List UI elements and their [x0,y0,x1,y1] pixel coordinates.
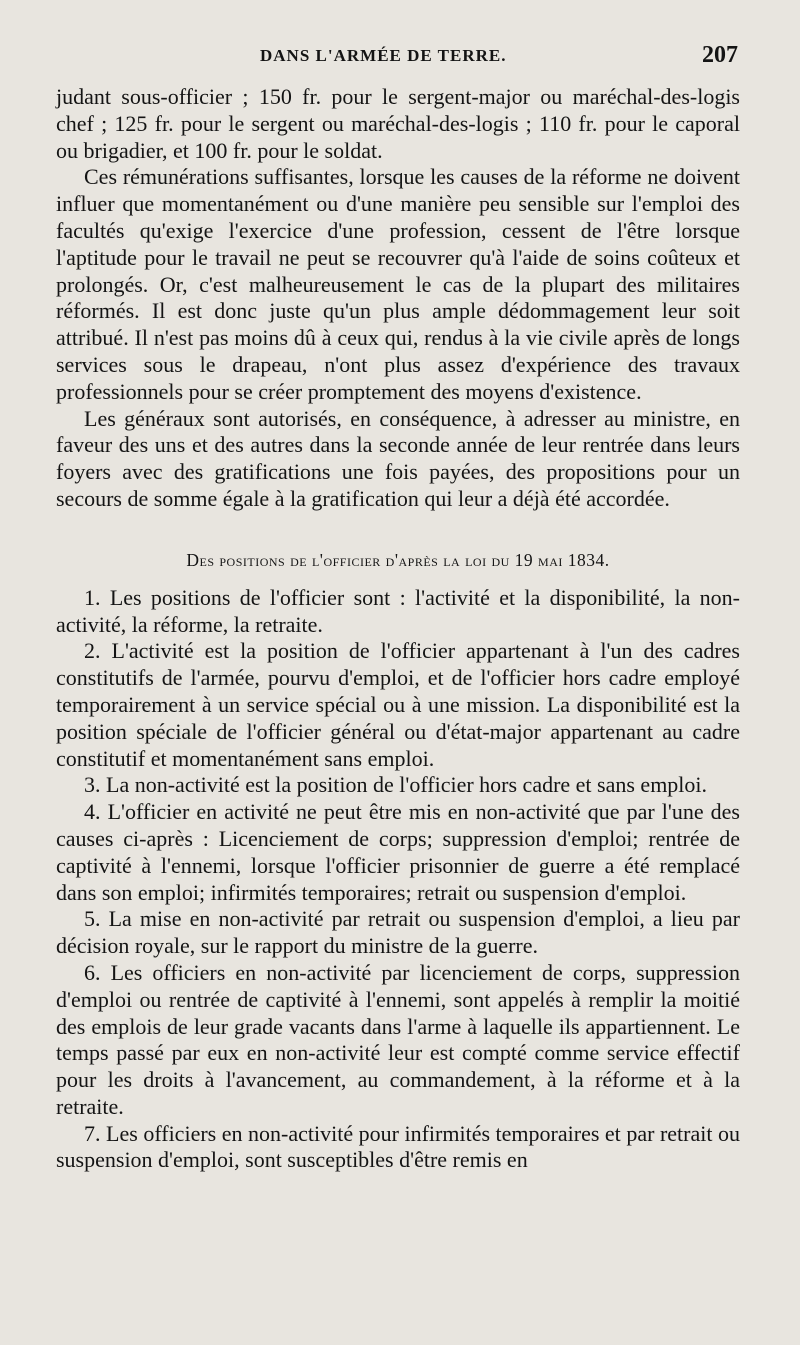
paragraph-continuation: judant sous-officier ; 150 fr. pour le sergent-major ou maréchal-des-logis chef ; 125 fr. pour le sergent ou maréchal-des-logis ; 110 fr. pour le caporal ou brigadier, et 100 fr. pour le soldat. [56,84,740,163]
article-2: 2. L'activité est la position de l'officier appartenant à l'un des cadres constitutifs de l'armée, pourvu d'emploi, et de l'officier hors cadre employé temporairement à un service spécial ou à une mission. La disponibilité est la position spéciale de l'officier général ou d'état-major appartenant au cadre constitutif et momentanément sans emploi. [56,638,740,771]
page-header [56,44,738,76]
paragraph-remunerations: Ces rémunérations suffisantes, lorsque les causes de la réforme ne doivent influer que momentanément ou d'une manière peu sensible sur l'emploi des facultés qu'exige l'exercice d'une profession, cessent de l'être lorsque l'aptitude pour le travail ne peut se recouvrer qu'à l'aide de soins coûteux et prolongés. Or, c'est malheureusement le cas de la plupart des militaires réformés. Il est donc juste qu'un plus ample dédommagement leur soit attribué. Il n'est pas moins dû à ceux qui, rendus à la vie civile après de longs services sous le drapeau, n'ont plus assez d'expérience des travaux professionnels pour se créer promptement des moyens d'existence. [56,164,740,404]
article-4: 4. L'officier en activité ne peut être mis en non-activité que par l'une des causes ci-après : Licenciement de corps; suppression d'emploi; rentrée de captivité à l'ennemi, lorsque l'officier prisonnier de guerre a été remplacé dans son emploi; infirmités temporaires; retrait ou suspension d'emploi. [56,799,740,905]
page-number: 207 [702,42,738,68]
page-body [56,84,740,1174]
paragraph-generaux: Les généraux sont autorisés, en conséquence, à adresser au ministre, en faveur des uns et des autres dans la seconde année de leur rentrée dans leurs foyers avec des gratifications une fois payées, des propositions pour un secours de somme égale à la gratification qui leur a déjà été accordée. [56,405,740,511]
article-5: 5. La mise en non-activité par retrait ou suspension d'emploi, a lieu par décision royale, sur le rapport du ministre de la guerre. [56,906,740,959]
article-7: 7. Les officiers en non-activité pour infirmités temporaires et par retrait ou suspension d'emploi, sont susceptibles d'être remis en [56,1120,740,1173]
article-3: 3. La non-activité est la position de l'officier hors cadre et sans emploi. [84,772,708,798]
running-head: DANS L'ARMÉE DE TERRE. [260,46,507,65]
article-6: 6. Les officiers en non-activité par licenciement de corps, suppression d'emploi ou rentrée de captivité à l'ennemi, sont appelés à remplir la moitié des emplois de leur grade vacants dans l'arme à laquelle ils appartiennent. Le temps passé par eux en non-activité leur est compté comme service effectif pour les droits à l'avancement, au commandement, à la réforme et à la retraite. [56,959,740,1119]
section-title: Des positions de l'officier d'après la loi du 19 mai 1834. [186,549,610,570]
article-1: 1. Les positions de l'officier sont : l'activité et la disponibilité, la non-activité, la réforme, la retraite. [56,584,740,637]
